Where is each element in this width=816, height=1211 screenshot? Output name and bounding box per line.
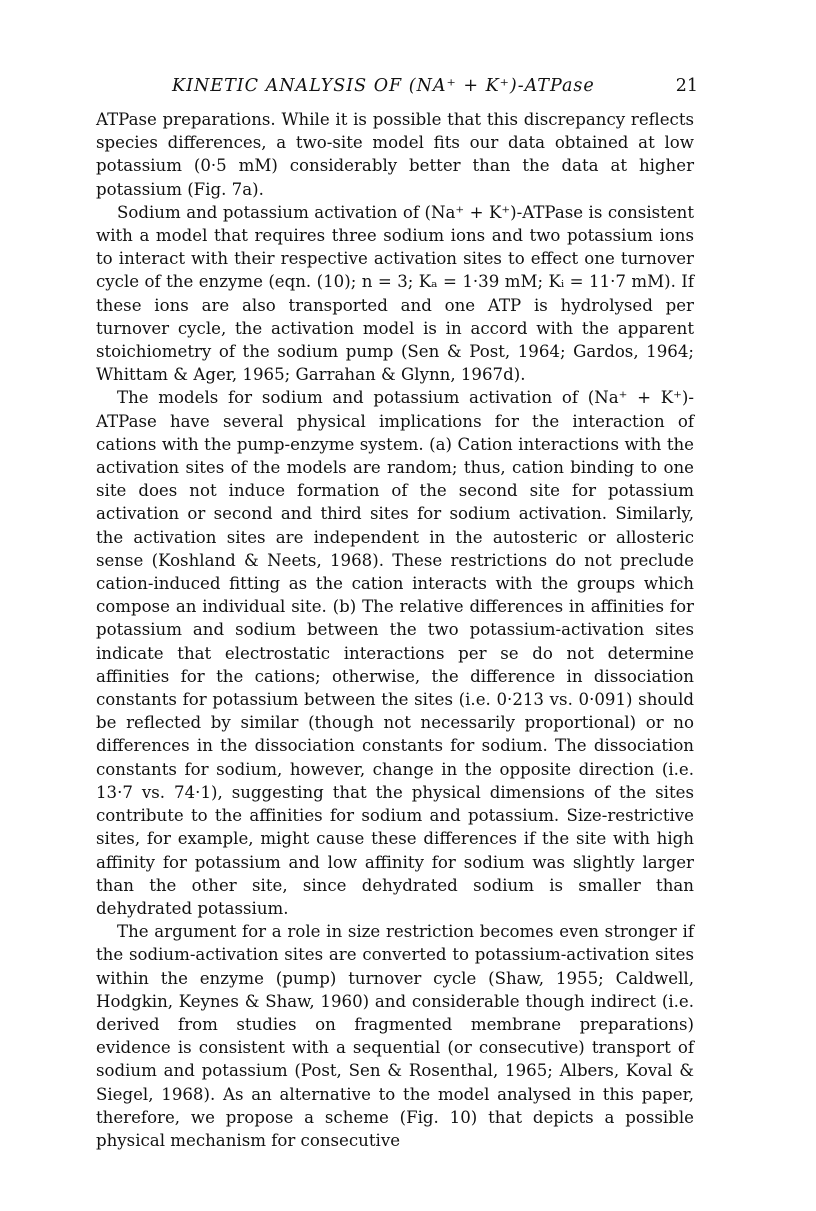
paragraph: Sodium and potassium activation of (Na⁺ + K⁺)-ATPase is consistent with a model that requires three sodium ions and two potassium ions to interact with their respective activation sites to effect one turnover cycle of the enzyme (eqn. (10); n = 3; Kₐ = 1·39 mM; Kᵢ = 11·7 mM). If these ions are also transported and one ATP is hydrolysed per turnover cycle, the activation model is in accord with the apparent stoichiometry of the sodium pump (Sen & Post, 1964; Gardos, 1964; Whittam & Ager, 1965; Garrahan & Glynn, 1967d).: [96, 202, 694, 385]
paragraph: The models for sodium and potassium activation of (Na⁺ + K⁺)-ATPase have several physical implications for the interaction of cations with the pump-enzyme system. (a) Cation interactions with the activation sites of the models are random; thus, cation binding to one site does not induce formation of the second site for potassium activation or second and third sites for sodium activation. Similarly, the activation sites are independent in the autosteric or allosteric sense (Koshland & Neets, 1968). These restrictions do not preclude cation-induced fitting as the cation interacts with the groups which compose an individual site. (b) The relative differences in affinities for potassium and sodium between the two potassium-activation sites indicate that electrostatic interactions per se do not determine affinities for the cations; otherwise, the difference in dissociation constants for potassium between the sites (i.e. 0·213 vs. 0·091) should be reflected by similar (though not necessarily proportional) or no differences in the dissociation constants for sodium. The dissociation constants for sodium, however, change in the opposite direction (i.e. 13·7 vs. 74·1), suggesting that the physical dimensions of the sites contribute to the affinities for sodium and potassium. Size-restrictive sites, for example, might cause these differences if the site with high affinity for potassium and low affinity for sodium was slightly larger than the other site, since dehydrated sodium is smaller than dehydrated potassium.: [96, 388, 694, 918]
running-head: [96, 76, 706, 106]
paragraph: ATPase preparations. While it is possible that this discrepancy reflects species differences, a two-site model fits our data obtained at low potassium (0·5 mM) considerably better than the data at higher potassium (Fig. 7a).: [96, 110, 694, 199]
body-text: [96, 108, 694, 1152]
page-number: 21: [675, 76, 698, 96]
running-title: KINETIC ANALYSIS OF (NA⁺ + K⁺)-ATPase: [172, 76, 595, 96]
paragraph: The argument for a role in size restriction becomes even stronger if the sodium-activation sites are converted to potassium-activation sites within the enzyme (pump) turnover cycle (Shaw, 1955; Caldwell, Hodgkin, Keynes & Shaw, 1960) and considerable though indirect (i.e. derived from studies on fragmented membrane preparations) evidence is consistent with a sequential (or consecutive) transport of sodium and potassium (Post, Sen & Rosenthal, 1965; Albers, Koval & Siegel, 1968). As an alternative to the model analysed in this paper, therefore, we propose a scheme (Fig. 10) that depicts a possible physical mechanism for consecutive: [96, 922, 694, 1150]
